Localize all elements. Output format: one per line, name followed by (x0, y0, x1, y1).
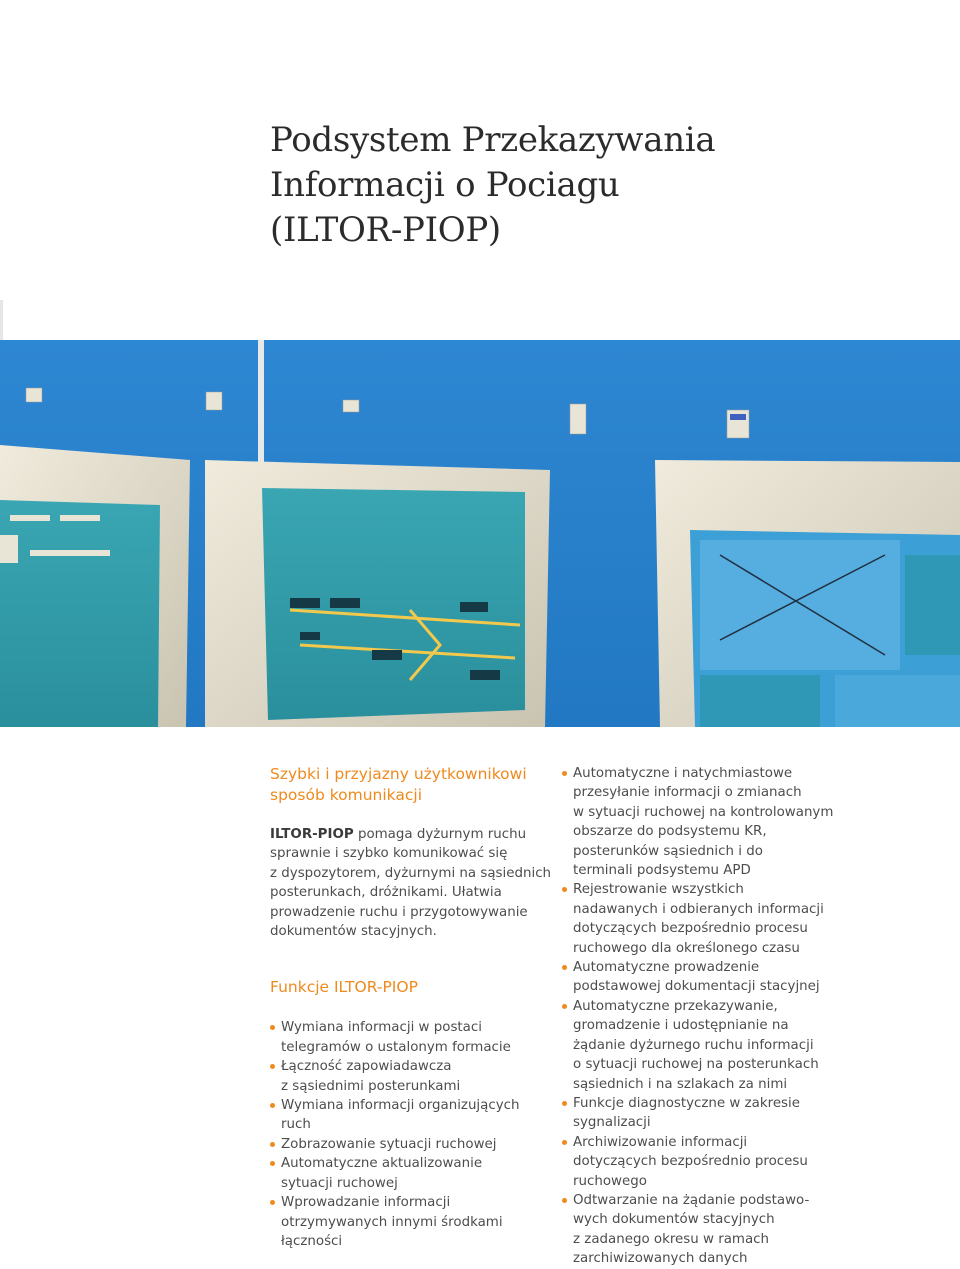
item-line: dotyczących bezpośrednio procesu (573, 1154, 808, 1170)
item-line: sytuacji ruchowej (281, 1175, 398, 1191)
list-item (270, 1193, 560, 1251)
bullet-dot-icon (562, 1004, 567, 1009)
item-line: Archiwizowanie informacji (573, 1134, 748, 1150)
right-column (562, 764, 852, 1269)
bullet-dot-icon (270, 1161, 275, 1166)
item-line: Wymiana informacji w postaci (281, 1020, 482, 1036)
item-line: nadawanych i odbieranych informacji (573, 901, 824, 917)
item-line: dotyczących bezpośrednio procesu (573, 921, 808, 937)
item-line: Automatyczne przekazywanie, (573, 998, 778, 1014)
edge-divider (0, 300, 3, 340)
item-line: Automatyczne prowadzenie (573, 960, 760, 976)
item-line: posterunków sąsiednich i do (573, 843, 763, 859)
item-line: Odtwarzanie na żądanie podstawo- (573, 1192, 810, 1208)
title-line: Informacji o Pociagu (270, 165, 620, 205)
bullet-dot-icon (562, 965, 567, 970)
title-line: Podsystem Przekazywania (270, 120, 716, 160)
item-line: z zadanego okresu w ramach (573, 1231, 770, 1247)
bullet-dot-icon (270, 1064, 275, 1069)
item-line: ruchowego (573, 1173, 647, 1189)
list-item (270, 1057, 560, 1096)
item-line: w sytuacji ruchowej na kontrolowanym (573, 804, 834, 820)
item-line: otrzymywanych innymi środkami (281, 1214, 503, 1230)
item-line: Łączność zapowiadawcza (281, 1059, 452, 1075)
control-room-photo (0, 340, 960, 727)
list-item (562, 1191, 852, 1269)
item-line: podstawowej dokumentacji stacyjnej (573, 979, 820, 995)
item-line: obszarze do podsystemu KR, (573, 824, 767, 840)
list-item (270, 1096, 560, 1135)
bullet-dot-icon (562, 1198, 567, 1203)
functions-heading: Funkcje ILTOR-PIOP (270, 978, 418, 997)
bullet-dot-icon (562, 771, 567, 776)
bullet-dot-icon (562, 1140, 567, 1145)
item-line: przesyłanie informacji o zmianach (573, 785, 802, 801)
item-line: zarchiwizowanych danych (573, 1251, 748, 1267)
intro-line: posterunkach, dróżnikami. Ułatwia (270, 885, 502, 901)
list-item (270, 1135, 560, 1154)
item-line: Wprowadzanie informacji (281, 1195, 451, 1211)
list-item (562, 1133, 852, 1191)
list-item (270, 1018, 560, 1057)
item-line: sąsiednich i na szlakach za nimi (573, 1076, 788, 1092)
features-list (562, 764, 852, 1269)
bullet-dot-icon (562, 1101, 567, 1106)
intro-paragraph (270, 825, 560, 941)
item-line: Funkcje diagnostyczne w zakresie (573, 1095, 800, 1111)
intro-line: dokumentów stacyjnych. (270, 924, 437, 940)
item-line: Automatyczne aktualizowanie (281, 1156, 483, 1172)
left-column (270, 764, 560, 1251)
functions-list (270, 1018, 560, 1251)
list-item (270, 1154, 560, 1193)
page-title (270, 118, 870, 253)
list-item (562, 880, 852, 958)
heading-line: Szybki i przyjazny użytkownikowi (270, 765, 527, 783)
item-line: o sytuacji ruchowej na posterunkach (573, 1057, 819, 1073)
list-item (562, 997, 852, 1094)
bullet-dot-icon (562, 887, 567, 892)
heading-line: sposób komunikacji (270, 786, 423, 804)
brand-name: ILTOR-PIOP (270, 827, 354, 842)
intro-first-rest: pomaga dyżurnym ruchu (353, 827, 527, 842)
item-line: terminali podsystemu APD (573, 863, 751, 879)
intro-line: sprawnie i szybko komunikować się (270, 846, 508, 862)
item-line: telegramów o ustalonym formacie (281, 1039, 511, 1055)
bullet-dot-icon (270, 1142, 275, 1147)
list-item (562, 764, 852, 880)
bullet-dot-icon (270, 1103, 275, 1108)
item-line: z sąsiednimi posterunkami (281, 1078, 461, 1094)
list-item (562, 1094, 852, 1133)
item-line: Zobrazowanie sytuacji ruchowej (281, 1136, 497, 1152)
item-line: Wymiana informacji organizujących (281, 1098, 520, 1114)
bullet-dot-icon (270, 1025, 275, 1030)
title-line: (ILTOR-PIOP) (270, 210, 501, 250)
list-item (562, 958, 852, 997)
intro-line: z dyspozytorem, dyżurnymi na sąsiednich (270, 865, 552, 881)
item-line: ruchowego dla określonego czasu (573, 940, 800, 956)
item-line: Rejestrowanie wszystkich (573, 882, 744, 898)
item-line: Automatyczne i natychmiastowe (573, 766, 793, 781)
item-line: sygnalizacji (573, 1115, 651, 1131)
item-line: gromadzenie i udostępnianie na (573, 1018, 789, 1034)
section-heading (270, 764, 560, 806)
bullet-dot-icon (270, 1200, 275, 1205)
intro-line: prowadzenie ruchu i przygotowywanie (270, 904, 528, 920)
item-line: łączności (281, 1233, 343, 1249)
item-line: ruch (281, 1117, 311, 1133)
item-line: żądanie dyżurnego ruchu informacji (573, 1037, 814, 1053)
intro-first-line (270, 825, 560, 844)
item-line: wych dokumentów stacyjnych (573, 1212, 775, 1228)
